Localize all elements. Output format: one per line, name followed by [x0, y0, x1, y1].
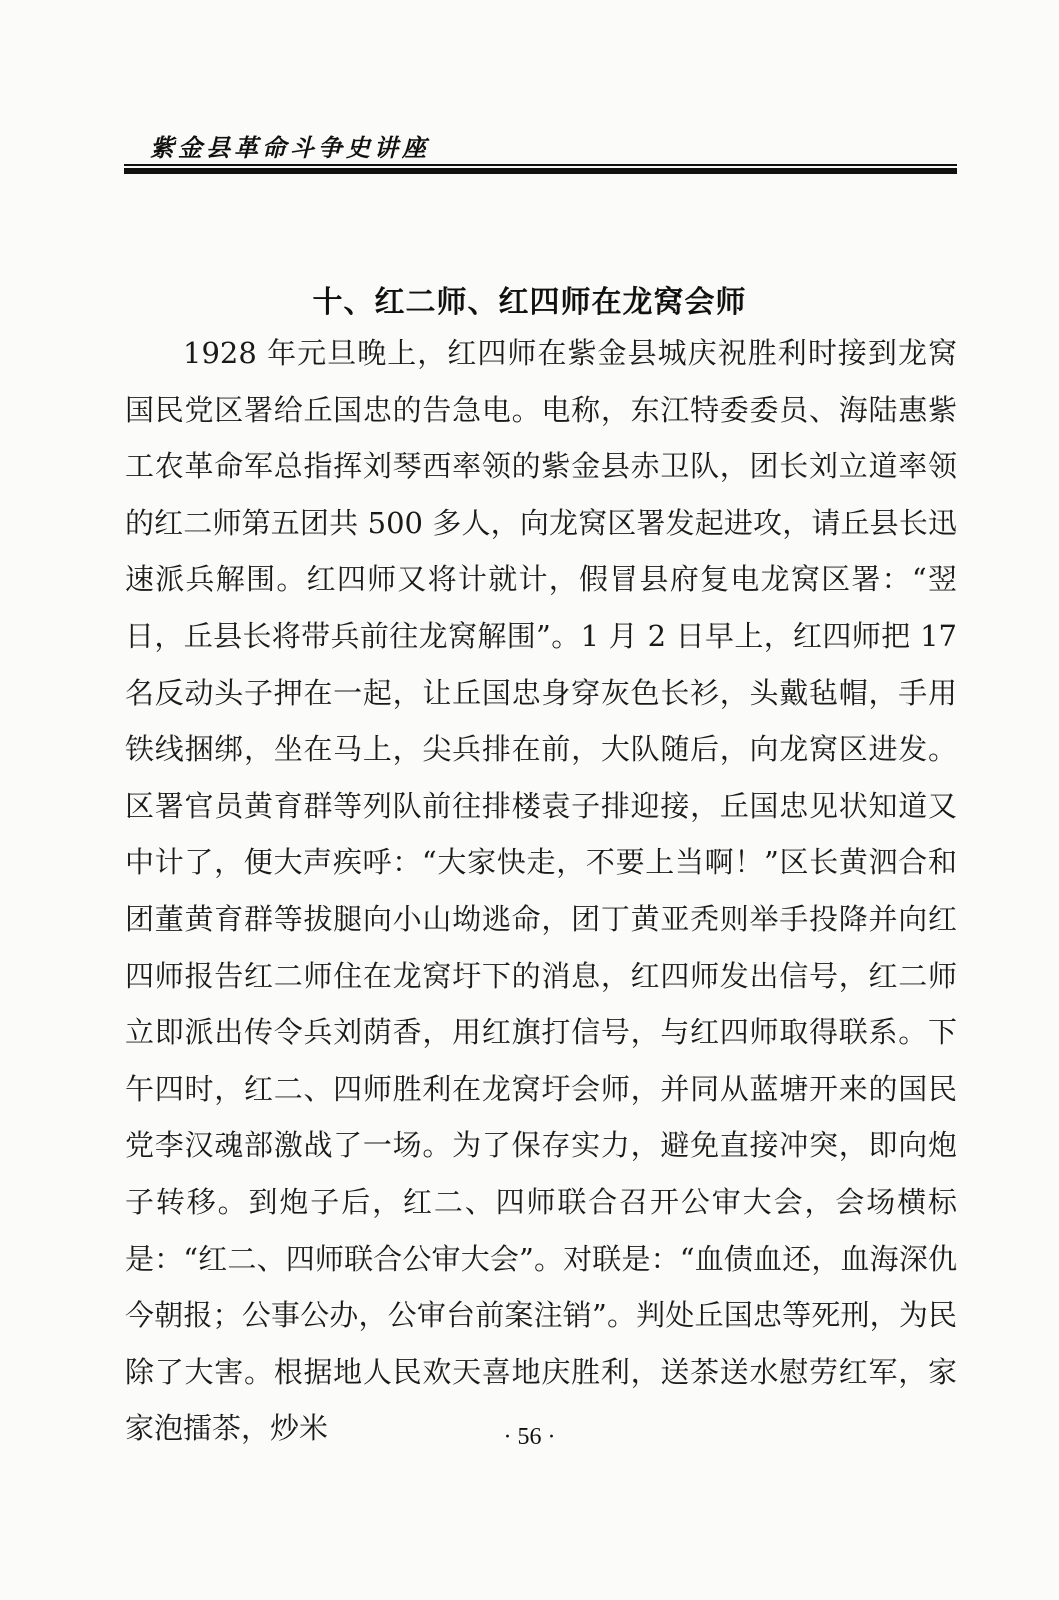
header-rule-thick [124, 168, 957, 174]
body-paragraph: 1928 年元旦晚上，红四师在紫金县城庆祝胜利时接到龙窝国民党区署给丘国忠的告急电。电称，东江特委委员、海陆惠紫工农革命军总指挥刘琴西率领的紫金县赤卫队，团长刘立道率领的红二师第五团共 500 多人，向龙窝区署发起进攻，请丘县长迅速派兵解围。红四师又将计就计，假冒县府复电龙窝区署：“翌日，丘县长将带兵前往龙窝解围”。1 月 2 日早上，红四师把 17 名反动头子押在一起，让丘国忠身穿灰色长衫，头戴毡帽，手用铁线捆绑，坐在马上，尖兵排在前，大队随后，向龙窝区进发。区署官员黄育群等列队前往排楼袁子排迎接，丘国忠见状知道又中计了，便大声疾呼：“大家快走，不要上当啊！”区长黄泗合和团董黄育群等拔腿向小山坳逃命，团丁黄亚秃则举手投降并向红四师报告红二师住在龙窝圩下的消息，红四师发出信号，红二师立即派出传令兵刘荫香，用红旗打信号，与红四师取得联系。下午四时，红二、四师胜利在龙窝圩会师，并同从蓝塘开来的国民党李汉魂部激战了一场。为了保存实力，避免直接冲突，即向炮子转移。到炮子后，红二、四师联合召开公审大会，会场横标是：“红二、四师联合公审大会”。对联是：“血债血还，血海深仇今朝报；公事公办，公审台前案注销”。判处丘国忠等死刑，为民除了大害。根据地人民欢天喜地庆胜利，送茶送水慰劳红军，家家泡擂茶，炒米 [125, 336, 957, 1446]
page-number: · 56 · [503, 1424, 556, 1450]
running-header-title: 紫金县革命斗争史讲座 [150, 133, 430, 162]
header-rule-thin [124, 164, 957, 166]
section-title: 十、红二师、红四师在龙窝会师 [312, 285, 747, 320]
